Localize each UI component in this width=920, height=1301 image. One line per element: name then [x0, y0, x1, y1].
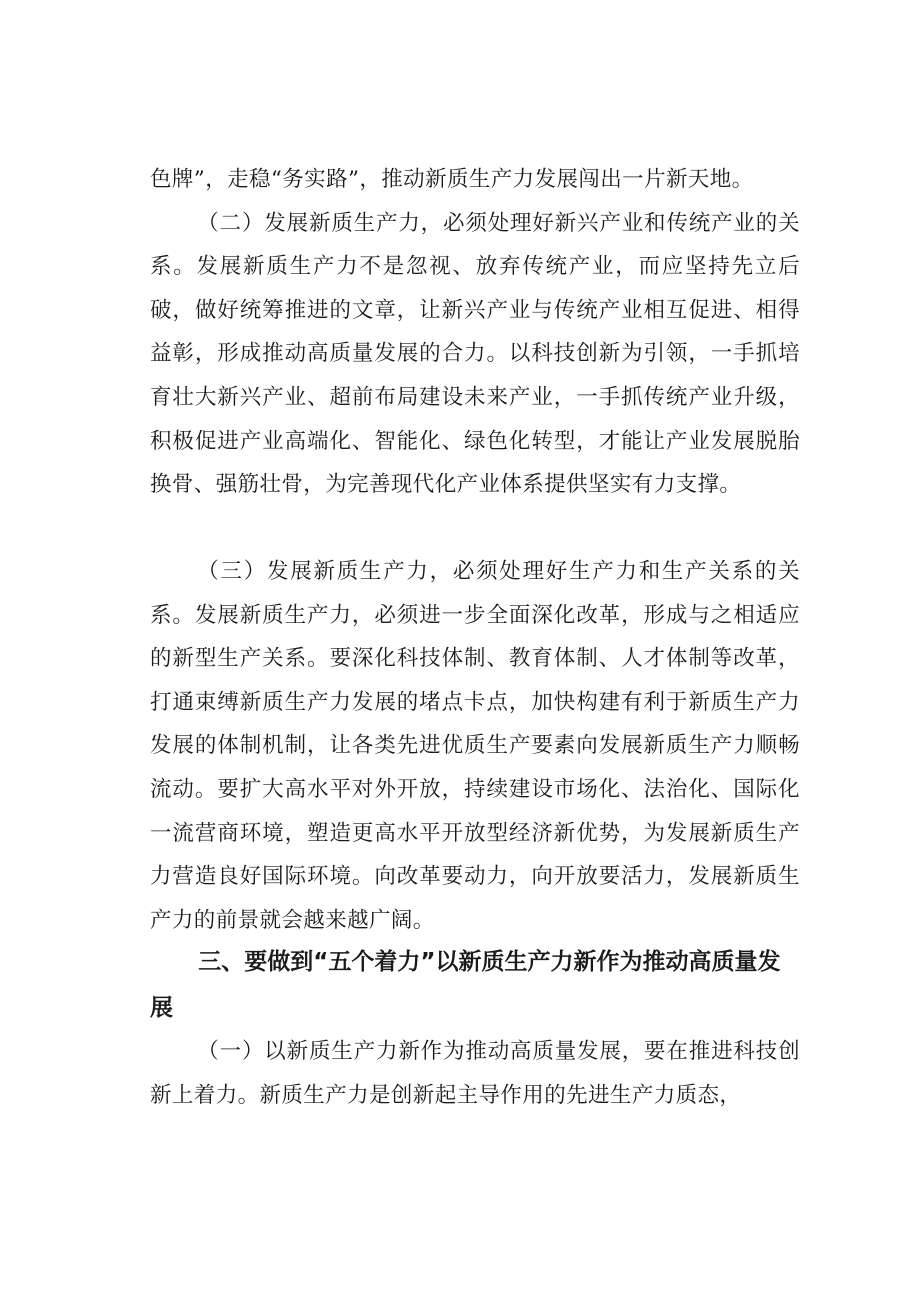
body-text-block-2 [150, 550, 800, 942]
paragraph-section-three: （三）发展新质生产力，必须处理好生产力和生产关系的关系。发展新质生产力，必须进一步全面深化改革，形成与之相适应的新型生产关系。要深化科技体制、教育体制、人才体制等改革，打通束缚新质生产力发展的堵点卡点，加快构建有利于新质生产力发展的体制机制，让各类先进优质生产要素向发展新质生产力顺畅流动。要扩大高水平对外开放，持续建设市场化、法治化、国际化一流营商环境，塑造更高水平开放型经济新优势，为发展新质生产力营造良好国际环境。向改革要动力，向开放要活力，发展新质生产力的前景就会越来越广阔。 [150, 559, 800, 933]
body-text-block-3 [150, 1030, 800, 1117]
paragraph-continuation: 色牌”，走稳“务实路”，推动新质生产力发展闯出一片新天地。 [150, 167, 754, 192]
paragraph-subsection-one: （一）以新质生产力新作为推动高质量发展，要在推进科技创新上着力。新质生产力是创新起主导作用的先进生产力质态， [150, 1039, 800, 1108]
body-text-block-1 [150, 158, 800, 507]
paragraph-section-two: （二）发展新质生产力，必须处理好新兴产业和传统产业的关系。发展新质生产力不是忽视、放弃传统产业，而应坚持先立后破，做好统筹推进的文章，让新兴产业与传统产业相互促进、相得益彰，形成推动高质量发展的合力。以科技创新为引领，一手抓培育壮大新兴产业、超前布局建设未来产业，一手抓传统产业升级，积极促进产业高端化、智能化、绿色化转型，才能让产业发展脱胎换骨、强筋壮骨，为完善现代化产业体系提供坚实有力支撑。 [150, 210, 800, 498]
section-heading: 三、要做到“五个着力”以新质生产力新作为推动高质量发展 [150, 949, 781, 1021]
